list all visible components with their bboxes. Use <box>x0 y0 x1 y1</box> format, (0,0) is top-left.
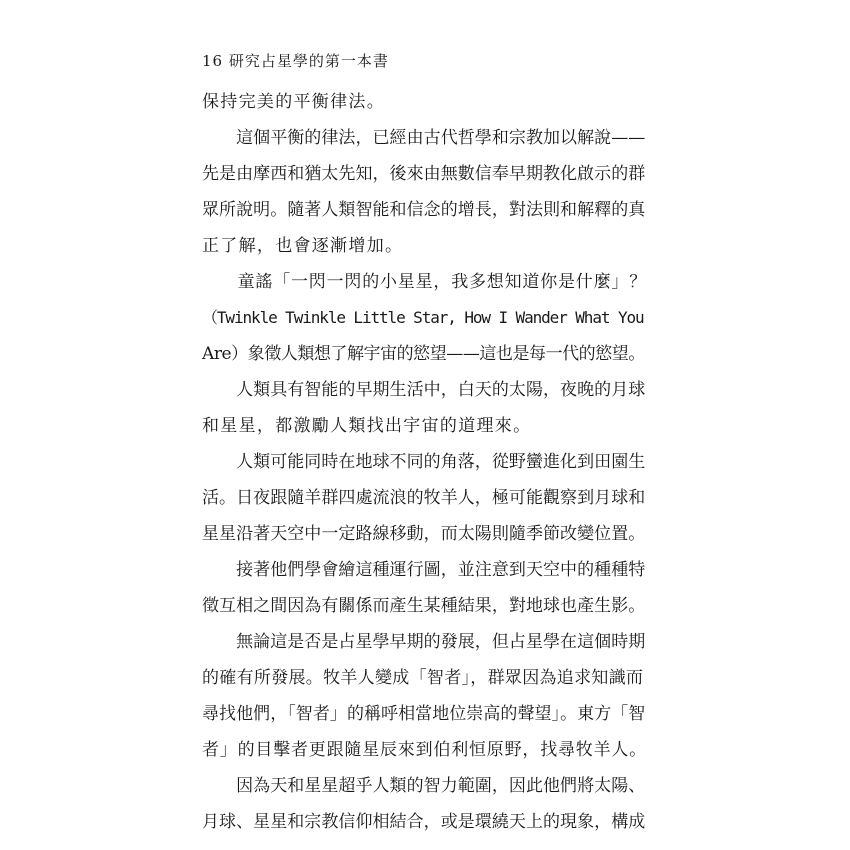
text-line-10: 和星星，都激勵人類找出宇宙的道理來。 <box>202 416 532 436</box>
text-line-12: 活。日夜跟隨羊群四處流浪的牧羊人，極可能觀察到月球和 <box>202 488 646 508</box>
text-line-7: （Twinkle Twinkle Little Star, How I Wander What You <box>202 308 644 327</box>
text-line-21: 月球、星星和宗教信仰相結合，或是環繞天上的現象，構成 <box>202 812 646 832</box>
text-line-3: 先是由摩西和猶太先知，後來由無數信奉早期教化啟示的群 <box>202 164 646 184</box>
running-head: 16 研究占星學的第一本書 <box>202 52 389 70</box>
text-line-17: 的確有所發展。牧羊人變成「智者」，群眾因為追求知識而 <box>202 668 644 688</box>
text-line-9: 人類具有智能的早期生活中，白天的太陽，夜晚的月球 <box>202 380 646 400</box>
text-line-14: 接著他們學會繪這種運行圖，並注意到天空中的種種特 <box>202 560 646 580</box>
text-line-20: 因為天和星星超乎人類的智力範圍，因此他們將太陽、 <box>202 776 646 796</box>
text-line-2: 這個平衡的律法，已經由古代哲學和宗教加以解說—— <box>202 128 646 148</box>
text-line-6: 童謠「一閃一閃的小星星，我多想知道你是什麼」？ <box>202 272 647 292</box>
text-line-16: 無論這是否是占星學早期的發展，但占星學在這個時期 <box>202 632 646 652</box>
text-line-1: 保持完美的平衡律法。 <box>202 92 385 112</box>
text-line-13: 星星沿著天空中一定路線移動，而太陽則隨季節改變位置。 <box>202 524 646 544</box>
text-line-11: 人類可能同時在地球不同的角落，從野蠻進化到田園生 <box>202 452 646 472</box>
text-line-4: 眾所說明。隨著人類智能和信念的增長，對法則和解釋的真 <box>202 200 646 220</box>
text-line-5: 正了解，也會逐漸增加。 <box>202 236 404 256</box>
text-line-18: 尋找他們，「智者」的稱呼相當地位崇高的聲望」。東方「智 <box>202 704 646 724</box>
text-line-19: 者」的目擊者更跟隨星辰來到伯利恒原野，找尋牧羊人。 <box>202 740 647 760</box>
text-line-15: 徵互相之間因為有關係而產生某種結果，對地球也產生影。 <box>202 596 646 616</box>
text-line-8: Are）象徵人類想了解宇宙的慾望——這也是每一代的慾望。 <box>202 344 645 364</box>
